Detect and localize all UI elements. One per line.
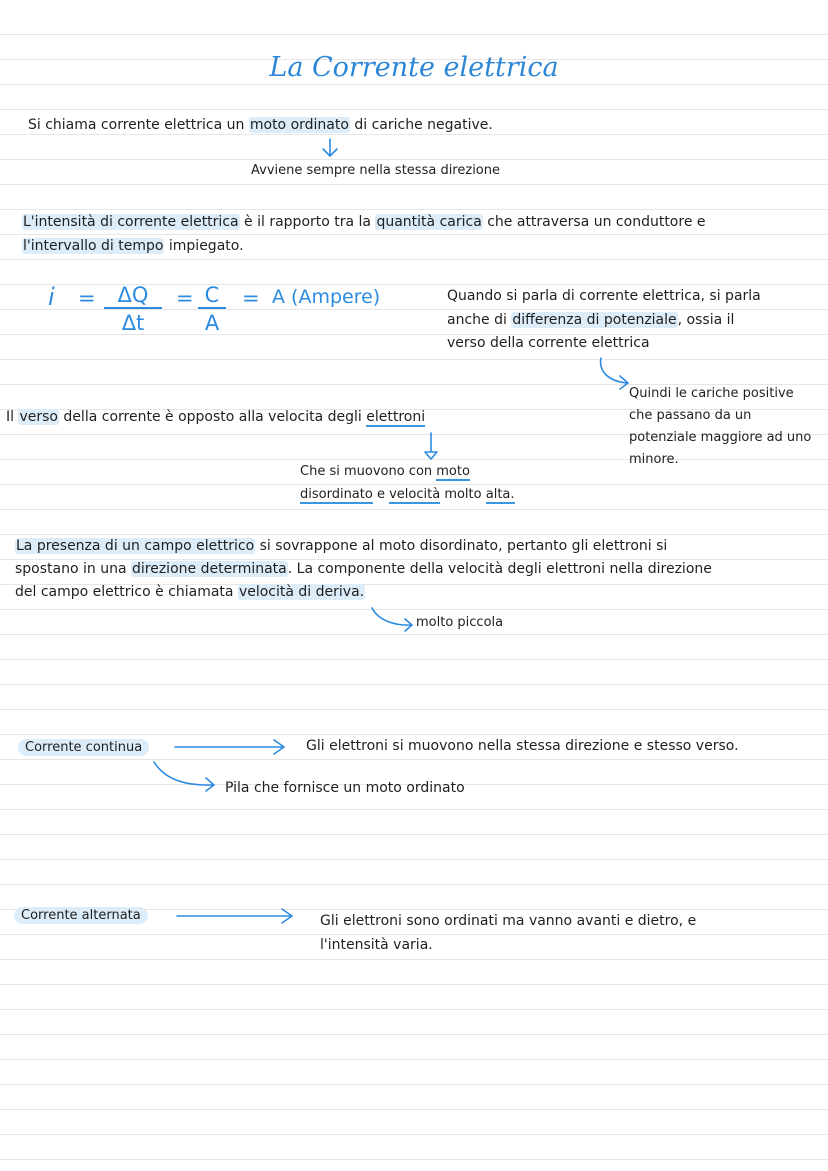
formula-ampere: A (Ampere) (272, 286, 381, 308)
dc-label (18, 736, 149, 759)
dc-label-pill: Corrente continua (18, 739, 149, 756)
underline-disordinato: disordinato (300, 487, 373, 502)
dc-description: Gli elettroni si muovono nella stessa direzione e stesso verso. (306, 738, 739, 754)
highlight-direction: direzione determinata (132, 561, 287, 577)
formula-i: i (48, 283, 55, 311)
positive-charge-note-2: che passano da un (629, 408, 752, 423)
curved-arrow-icon (596, 356, 632, 388)
verso-text-mid: della corrente è opposto alla velocita degli (58, 409, 367, 425)
right-arrow-icon (176, 906, 298, 926)
potential-line-3: verso della corrente elettrica (447, 335, 650, 351)
potential-line-1: Quando si parla di corrente elettrica, si parla (447, 288, 761, 304)
verso-line (6, 406, 425, 429)
formula-numerator: ΔQ (104, 283, 162, 309)
definition-text-end: di cariche negative. (349, 117, 493, 133)
field-text-2: spostano in una (15, 561, 131, 577)
direction-note: Avviene sempre nella stessa direzione (251, 163, 500, 178)
electron-motion-text-2: e (372, 487, 390, 502)
highlight-charge: quantità carica (376, 214, 482, 230)
field-line-2 (15, 558, 712, 581)
underline-alta: alta. (485, 487, 515, 502)
highlight-field: La presenza di un campo elettrico (16, 538, 255, 554)
positive-charge-note-3: potenziale maggiore ad uno (629, 430, 812, 445)
highlight-intensity: L'intensità di corrente elettrica (23, 214, 239, 230)
underline-velocita: velocità (389, 487, 441, 502)
ac-label (14, 904, 148, 927)
verso-text: Il (6, 409, 19, 425)
intensity-text: è il rapporto tra la (239, 214, 376, 230)
highlight-verso: verso (19, 409, 58, 425)
highlight-drift-velocity: velocità di deriva. (238, 584, 365, 600)
formula-equals-1: = (78, 286, 96, 310)
potential-text-end: , ossia il (677, 312, 735, 328)
intensity-line-1 (22, 211, 706, 234)
formula-numerator-2: C (198, 283, 226, 309)
electron-motion-note-2 (300, 483, 515, 506)
ac-label-pill: Corrente alternata (14, 907, 148, 924)
curved-arrow-icon (152, 760, 218, 792)
intensity-line-2 (22, 235, 244, 258)
highlight-time: l'intervallo di tempo (23, 238, 164, 254)
potential-line-2 (447, 309, 734, 332)
field-text: si sovrappone al moto disordinato, pertanto gli elettroni si (255, 538, 668, 554)
electron-motion-note-1 (300, 460, 470, 483)
intensity-text-end: che attraversa un conduttore e (482, 214, 706, 230)
field-line-1 (15, 535, 667, 558)
field-text-3: del campo elettrico è chiamata (15, 584, 238, 600)
page-title: La Corrente elettrica (269, 52, 559, 83)
electron-motion-text-3: molto (440, 487, 486, 502)
intensity-text-2: impiegato. (164, 238, 244, 254)
down-arrow-icon (421, 432, 441, 460)
drift-note: molto piccola (416, 615, 504, 630)
positive-charge-note-1: Quindi le cariche positive (629, 386, 794, 401)
field-line-3 (15, 581, 365, 604)
definition-text: Si chiama corrente elettrica un (28, 117, 249, 133)
definition-line (28, 114, 493, 137)
positive-charge-note-4: minore. (629, 452, 679, 467)
highlight-moto-ordinato: moto ordinato (249, 117, 349, 133)
formula-denominator-2: A (204, 311, 220, 335)
formula-equals-2: = (176, 286, 194, 310)
potential-text: anche di (447, 312, 512, 328)
dc-note: Pila che fornisce un moto ordinato (225, 780, 465, 796)
field-text-2-end: . La componente della velocità degli elettroni nella direzione (287, 561, 712, 577)
ac-description-2: l'intensità varia. (320, 937, 433, 953)
ac-description-1: Gli elettroni sono ordinati ma vanno avanti e dietro, e (320, 913, 697, 929)
formula-denominator: Δt (121, 311, 145, 335)
right-arrow-icon (174, 737, 290, 757)
formula-equals-3: = (242, 286, 260, 310)
electron-motion-text: Che si muovono con (300, 464, 437, 479)
underline-moto: moto (436, 464, 470, 479)
highlight-potential: differenza di potenziale (512, 312, 677, 328)
underline-electrons: elettroni (366, 409, 426, 425)
down-arrow-icon (320, 138, 340, 160)
curved-arrow-icon (370, 606, 416, 632)
